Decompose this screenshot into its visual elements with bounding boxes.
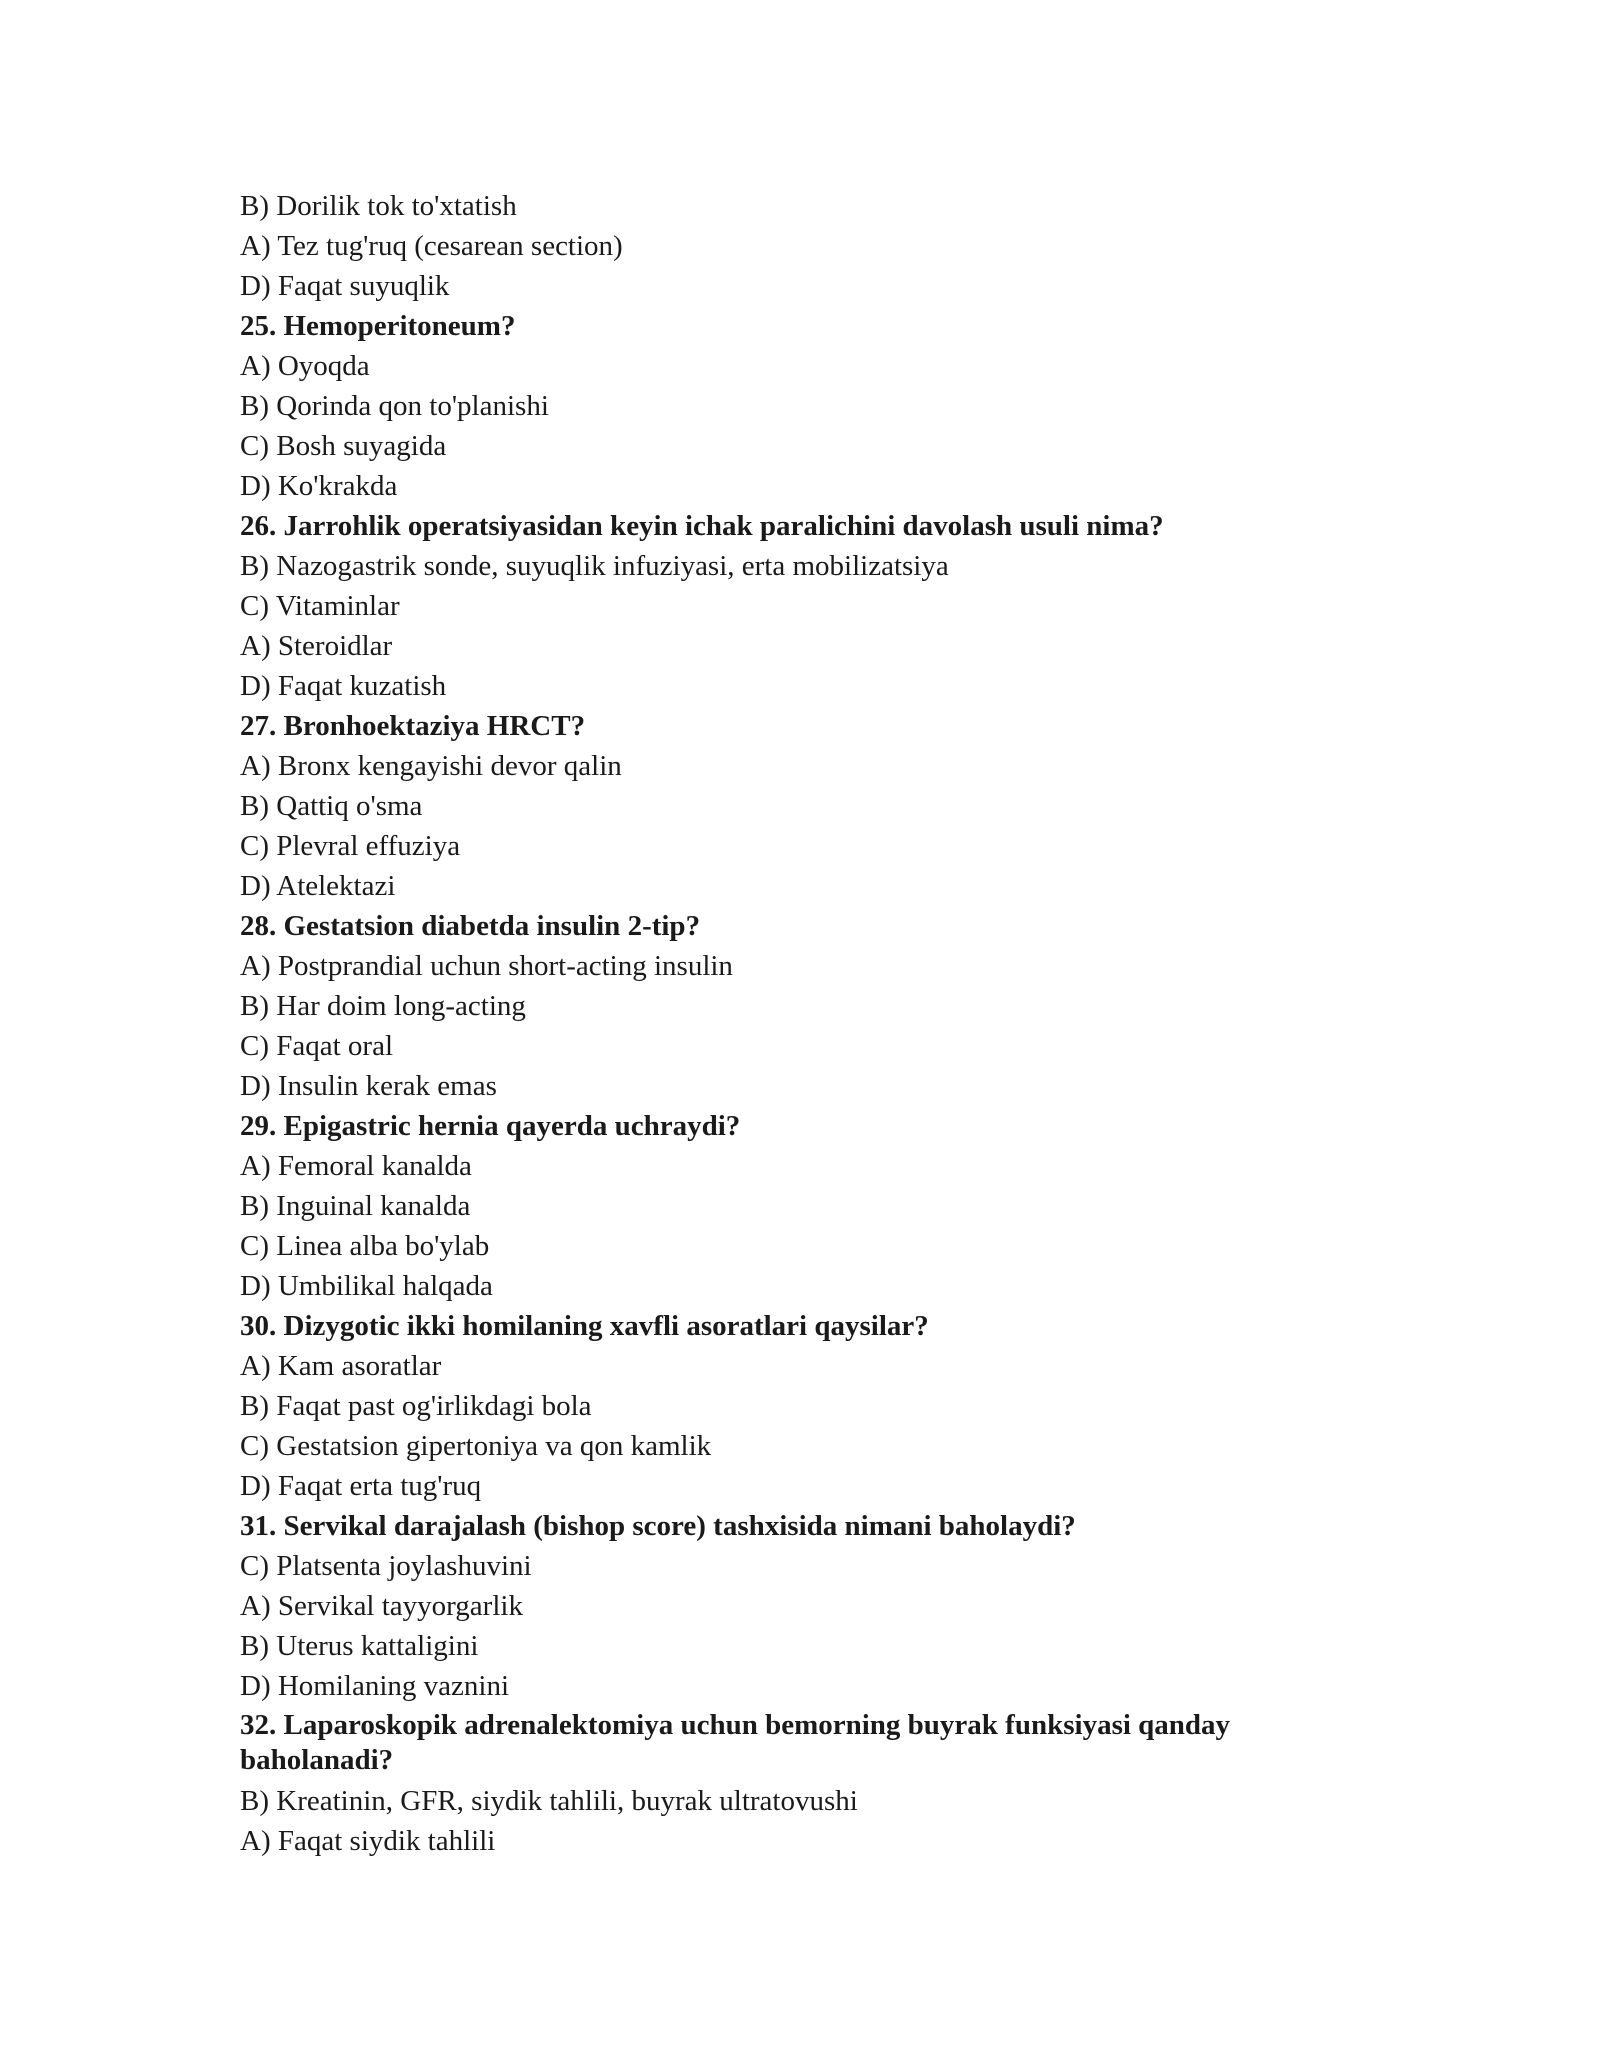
option-line: A) Servikal tayyorgarlik bbox=[240, 1590, 523, 1622]
option-line: A) Bronx kengayishi devor qalin bbox=[240, 750, 622, 782]
question-heading: 25. Hemoperitoneum? bbox=[240, 310, 516, 342]
option-line: A) Oyoqda bbox=[240, 350, 370, 382]
option-line: C) Vitaminlar bbox=[240, 590, 400, 622]
option-line: C) Bosh suyagida bbox=[240, 430, 447, 462]
option-line: D) Atelektazi bbox=[240, 870, 396, 902]
option-line: B) Kreatinin, GFR, siydik tahlili, buyrak ultratovushi bbox=[240, 1785, 858, 1817]
option-line: B) Uterus kattaligini bbox=[240, 1630, 479, 1662]
option-line: B) Har doim long-acting bbox=[240, 990, 526, 1022]
option-line: C) Platsenta joylashuvini bbox=[240, 1550, 532, 1582]
option-line: B) Inguinal kanalda bbox=[240, 1190, 471, 1222]
option-line: D) Homilaning vaznini bbox=[240, 1670, 510, 1702]
question-heading: 29. Epigastric hernia qayerda uchraydi? bbox=[240, 1110, 741, 1142]
option-line: C) Faqat oral bbox=[240, 1030, 394, 1062]
option-line: D) Faqat suyuqlik bbox=[240, 270, 450, 302]
option-line: D) Faqat erta tug'ruq bbox=[240, 1470, 482, 1502]
option-line: C) Linea alba bo'ylab bbox=[240, 1230, 490, 1262]
question-heading: 26. Jarrohlik operatsiyasidan keyin ichak paralichini davolash usuli nima? bbox=[240, 510, 1164, 542]
option-line: D) Ko'krakda bbox=[240, 470, 398, 502]
option-line: B) Dorilik tok to'xtatish bbox=[240, 190, 517, 222]
option-line: B) Qattiq o'sma bbox=[240, 790, 423, 822]
option-line: A) Postprandial uchun short-acting insulin bbox=[240, 950, 733, 982]
option-line: D) Umbilikal halqada bbox=[240, 1270, 493, 1302]
option-line: A) Femoral kanalda bbox=[240, 1150, 472, 1182]
question-heading: 30. Dizygotic ikki homilaning xavfli asoratlari qaysilar? bbox=[240, 1310, 929, 1342]
option-line: D) Faqat kuzatish bbox=[240, 670, 447, 702]
question-heading: 28. Gestatsion diabetda insulin 2-tip? bbox=[240, 910, 701, 942]
option-line: A) Steroidlar bbox=[240, 630, 393, 662]
question-heading: 27. Bronhoektaziya HRCT? bbox=[240, 710, 586, 742]
option-line: A) Faqat siydik tahlili bbox=[240, 1825, 496, 1857]
option-line: A) Kam asoratlar bbox=[240, 1350, 442, 1382]
question-heading: 31. Servikal darajalash (bishop score) tashxisida nimani baholaydi? bbox=[240, 1510, 1076, 1542]
option-line: B) Faqat past og'irlikdagi bola bbox=[240, 1390, 592, 1422]
option-line: A) Tez tug'ruq (cesarean section) bbox=[240, 230, 623, 262]
question-heading: 32. Laparoskopik adrenalektomiya uchun bemorning buyrak funksiyasi qanday baholanadi? bbox=[240, 1709, 1231, 1776]
option-line: C) Plevral effuziya bbox=[240, 830, 461, 862]
document-page bbox=[240, 186, 1380, 1861]
option-line: D) Insulin kerak emas bbox=[240, 1070, 497, 1102]
option-line: C) Gestatsion gipertoniya va qon kamlik bbox=[240, 1430, 712, 1462]
option-line: B) Nazogastrik sonde, suyuqlik infuziyasi, erta mobilizatsiya bbox=[240, 550, 949, 582]
option-line: B) Qorinda qon to'planishi bbox=[240, 390, 549, 422]
